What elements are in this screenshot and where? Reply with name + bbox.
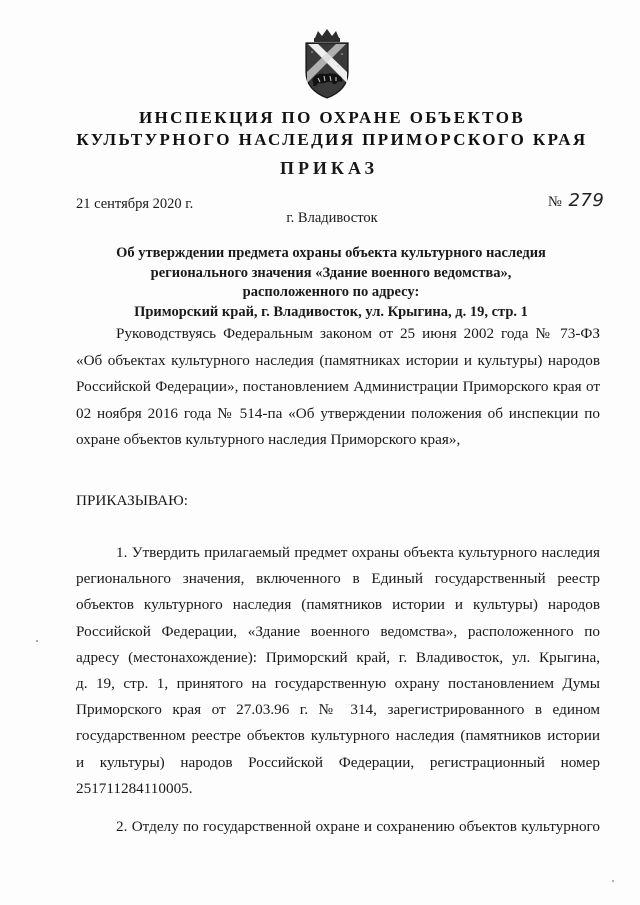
preamble-line: Российской Федерации», постановлением Администрации Приморского края от (76, 378, 600, 396)
item-line: адресу (местонахождение): Приморский край, г. Владивосток, ул. Крыгина, (76, 648, 600, 666)
item-line: и культуры) народов Российской Федерации, регистрационный номер (76, 753, 600, 771)
order-heading: ПРИКАЗЫВАЮ: (76, 492, 188, 509)
preamble-line: 02 ноября 2016 года № 514-па «Об утверждении положения об инспекции по (76, 404, 600, 422)
preamble-line: Руководствуясь Федеральным законом от 25 июня 2002 года № 73-ФЗ (116, 325, 600, 342)
scan-speck (612, 880, 614, 882)
order-item-2 (76, 814, 600, 841)
organization-name-line2: КУЛЬТУРНОГО НАСЛЕДИЯ ПРИМОРСКОГО КРАЯ (76, 130, 588, 149)
item-line: Российской Федерации, «Здание военного ведомства», расположенного по (76, 622, 600, 640)
document-title (96, 244, 566, 322)
number-sign: № (548, 194, 562, 210)
handwritten-number: 279 (568, 190, 605, 211)
title-line: Приморский край, г. Владивосток, ул. Крыгина, д. 19, стр. 1 (134, 303, 528, 320)
item-line: Приморского края от 27.03.96 г. № 314, зарегистрированного в едином (76, 701, 600, 719)
item-line: регионального значения, включенного в Единый государственный реестр (76, 570, 600, 588)
document-number (548, 190, 604, 211)
preamble-line: «Об объектах культурного наследия (памятниках истории и культуры) народов (76, 351, 600, 369)
item-line: 251711284110005. (76, 779, 193, 797)
item-line: д. 19, стр. 1, принятого на государственную охрану постановлением Думы (76, 675, 600, 693)
document-city: г. Владивосток (286, 210, 378, 226)
document-date: 21 сентября 2020 г. (76, 196, 194, 212)
coat-of-arms-icon (298, 28, 356, 100)
item-line: объектов культурного наследия (памятников истории и культуры) народов (76, 596, 600, 614)
order-item-1 (76, 540, 600, 802)
title-line: Об утверждении предмета охраны объекта культурного наследия (116, 245, 546, 261)
item-line: 2. Отделу по государственной охране и сохранению объектов культурного (116, 818, 600, 835)
title-line: регионального значения «Здание военного ведомства», (150, 264, 512, 281)
preamble-paragraph (76, 321, 600, 454)
item-line: государственном реестре объектов культурного наследия (памятников истории (76, 727, 600, 745)
preamble-line: охране объектов культурного наследия Приморского края», (76, 431, 461, 449)
title-line: расположенного по адресу: (242, 284, 420, 300)
item-line: 1. Утвердить прилагаемый предмет охраны объекта культурного наследия (116, 544, 600, 561)
document-type: ПРИКАЗ (279, 158, 379, 178)
organization-name-line1: ИНСПЕКЦИЯ ПО ОХРАНЕ ОБЪЕКТОВ (138, 108, 526, 127)
scan-speck (36, 640, 38, 642)
